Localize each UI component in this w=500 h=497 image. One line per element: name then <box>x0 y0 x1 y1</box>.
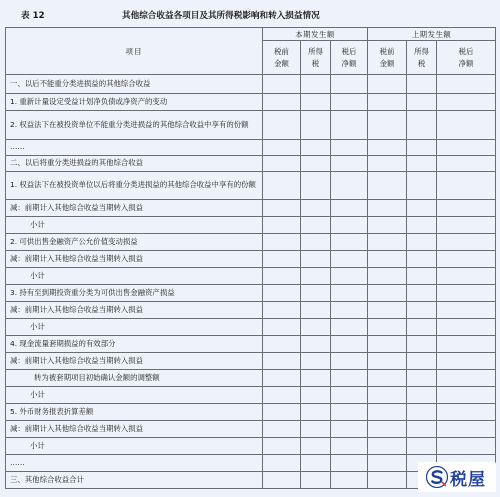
cell-current-tax <box>301 404 331 421</box>
cell-current-tax <box>301 421 331 438</box>
row-label: 一、以后不能重分类进损益的其他综合收益 <box>6 75 263 94</box>
cell-current-after-tax <box>331 200 368 217</box>
cell-current-pre-tax <box>263 94 301 111</box>
row-label: 2. 权益法下在被投资单位不能重分类进损益的其他综合收益中享有的份额 <box>6 111 263 140</box>
table-row <box>6 336 496 353</box>
row-label: …… <box>6 140 263 156</box>
cell-prior-pre-tax <box>368 455 407 472</box>
cell-prior-tax <box>407 370 437 387</box>
cell-current-pre-tax <box>263 438 301 455</box>
table-row <box>6 140 496 156</box>
cell-current-pre-tax <box>263 217 301 234</box>
cell-current-after-tax <box>331 285 368 302</box>
row-label: 小计 <box>6 217 263 234</box>
cell-prior-pre-tax <box>368 217 407 234</box>
header-current-period: 本期发生额 <box>263 28 368 41</box>
cell-prior-pre-tax <box>368 472 407 489</box>
cell-current-pre-tax <box>263 370 301 387</box>
cell-prior-after-tax <box>437 387 496 404</box>
cell-current-after-tax <box>331 172 368 200</box>
cell-current-pre-tax <box>263 251 301 268</box>
cell-current-pre-tax <box>263 268 301 285</box>
cell-current-pre-tax <box>263 336 301 353</box>
row-label: 减：前期计入其他综合收益当期转入损益 <box>6 353 263 370</box>
cell-prior-after-tax <box>437 111 496 140</box>
cell-current-tax <box>301 319 331 336</box>
cell-prior-pre-tax <box>368 404 407 421</box>
cell-prior-tax <box>407 438 437 455</box>
table-row <box>6 285 496 302</box>
cell-prior-tax <box>407 140 437 156</box>
cell-current-tax <box>301 75 331 94</box>
cell-current-tax <box>301 251 331 268</box>
cell-prior-pre-tax <box>368 172 407 200</box>
header-current-after-tax: 税后 净额 <box>331 41 368 75</box>
cell-prior-after-tax <box>437 200 496 217</box>
cell-current-pre-tax <box>263 75 301 94</box>
cell-current-after-tax <box>331 404 368 421</box>
cell-prior-tax <box>407 217 437 234</box>
table-row <box>6 94 496 111</box>
cell-prior-pre-tax <box>368 234 407 251</box>
cell-current-after-tax <box>331 234 368 251</box>
table-row <box>6 302 496 319</box>
cell-prior-pre-tax <box>368 302 407 319</box>
cell-current-tax <box>301 336 331 353</box>
table-body <box>6 75 496 489</box>
cell-current-after-tax <box>331 156 368 172</box>
cell-current-pre-tax <box>263 302 301 319</box>
cell-current-tax <box>301 455 331 472</box>
cell-prior-tax <box>407 156 437 172</box>
cell-prior-tax <box>407 319 437 336</box>
cell-prior-tax <box>407 234 437 251</box>
row-label: 减：前期计入其他综合收益当期转入损益 <box>6 200 263 217</box>
cell-current-pre-tax <box>263 111 301 140</box>
header-current-tax: 所得 税 <box>301 41 331 75</box>
cell-current-after-tax <box>331 251 368 268</box>
table-number: 表 12 <box>21 11 45 21</box>
cell-current-after-tax <box>331 455 368 472</box>
cell-current-pre-tax <box>263 404 301 421</box>
cell-current-pre-tax <box>263 200 301 217</box>
cell-prior-tax <box>407 268 437 285</box>
cell-prior-tax <box>407 111 437 140</box>
cell-current-after-tax <box>331 353 368 370</box>
cell-prior-pre-tax <box>368 111 407 140</box>
header-current-pre-tax: 税前 金额 <box>263 41 301 75</box>
cell-prior-after-tax <box>437 285 496 302</box>
cell-prior-after-tax <box>437 234 496 251</box>
cell-prior-pre-tax <box>368 75 407 94</box>
row-label: …… <box>6 455 263 472</box>
cell-prior-pre-tax <box>368 285 407 302</box>
cell-prior-tax <box>407 251 437 268</box>
row-label: 小计 <box>6 319 263 336</box>
cell-current-after-tax <box>331 111 368 140</box>
row-label: 减：前期计入其他综合收益当期转入损益 <box>6 251 263 268</box>
table-row <box>6 251 496 268</box>
cell-prior-pre-tax <box>368 268 407 285</box>
cell-prior-pre-tax <box>368 438 407 455</box>
cell-prior-pre-tax <box>368 421 407 438</box>
header-prior-pre-tax: 税前 金额 <box>368 41 407 75</box>
cell-prior-after-tax <box>437 156 496 172</box>
cell-current-after-tax <box>331 370 368 387</box>
cell-prior-after-tax <box>437 217 496 234</box>
table-title: 其他综合收益各项目及其所得税影响和转入损益情况 <box>122 11 320 21</box>
cell-current-pre-tax <box>263 234 301 251</box>
header-prior-period: 上期发生额 <box>368 28 496 41</box>
table-row <box>6 370 496 387</box>
cell-prior-tax <box>407 302 437 319</box>
cell-prior-after-tax <box>437 421 496 438</box>
cell-prior-tax <box>407 94 437 111</box>
cell-current-tax <box>301 353 331 370</box>
cell-prior-after-tax <box>437 370 496 387</box>
cell-current-pre-tax <box>263 455 301 472</box>
cell-prior-after-tax <box>437 336 496 353</box>
row-label: 三、其他综合收益合计 <box>6 472 263 489</box>
cell-current-after-tax <box>331 140 368 156</box>
cell-prior-tax <box>407 336 437 353</box>
cell-prior-pre-tax <box>368 200 407 217</box>
row-label: 减：前期计入其他综合收益当期转入损益 <box>6 302 263 319</box>
row-label: 2. 可供出售金融资产公允价值变动损益 <box>6 234 263 251</box>
cell-current-tax <box>301 217 331 234</box>
row-label: 1. 重新计量设定受益计划净负债或净资产的变动 <box>6 94 263 111</box>
table-row <box>6 319 496 336</box>
cell-current-after-tax <box>331 94 368 111</box>
table-row <box>6 156 496 172</box>
cell-current-after-tax <box>331 217 368 234</box>
cell-prior-after-tax <box>437 251 496 268</box>
header-prior-tax: 所得 税 <box>407 41 437 75</box>
cell-current-tax <box>301 472 331 489</box>
cell-current-pre-tax <box>263 472 301 489</box>
table-caption <box>0 9 500 23</box>
cell-current-after-tax <box>331 387 368 404</box>
cell-prior-pre-tax <box>368 336 407 353</box>
cell-prior-tax <box>407 421 437 438</box>
cell-prior-tax <box>407 75 437 94</box>
cell-current-after-tax <box>331 438 368 455</box>
cell-prior-after-tax <box>437 268 496 285</box>
cell-prior-after-tax <box>437 353 496 370</box>
cell-prior-after-tax <box>437 319 496 336</box>
cell-current-after-tax <box>331 319 368 336</box>
cell-current-tax <box>301 156 331 172</box>
cell-prior-pre-tax <box>368 156 407 172</box>
row-label: 小计 <box>6 268 263 285</box>
cell-current-after-tax <box>331 268 368 285</box>
cell-prior-tax <box>407 404 437 421</box>
cell-prior-after-tax <box>437 172 496 200</box>
table-row <box>6 387 496 404</box>
table-row <box>6 172 496 200</box>
watermark-logo <box>418 462 496 492</box>
cell-current-tax <box>301 438 331 455</box>
cell-current-pre-tax <box>263 387 301 404</box>
table-row <box>6 268 496 285</box>
table-row <box>6 353 496 370</box>
cell-current-pre-tax <box>263 156 301 172</box>
table-row <box>6 75 496 94</box>
cell-prior-pre-tax <box>368 140 407 156</box>
cell-prior-pre-tax <box>368 353 407 370</box>
cell-current-tax <box>301 234 331 251</box>
shuiwu-s-logo-icon <box>426 466 448 488</box>
cell-current-pre-tax <box>263 421 301 438</box>
cell-current-tax <box>301 370 331 387</box>
cell-current-tax <box>301 268 331 285</box>
table-row <box>6 438 496 455</box>
cell-prior-after-tax <box>437 302 496 319</box>
table-row <box>6 421 496 438</box>
cell-current-after-tax <box>331 472 368 489</box>
cell-current-tax <box>301 200 331 217</box>
cell-prior-pre-tax <box>368 387 407 404</box>
row-label: 3. 持有至到期投资重分类为可供出售金融资产损益 <box>6 285 263 302</box>
cell-current-pre-tax <box>263 353 301 370</box>
cell-prior-tax <box>407 172 437 200</box>
row-label: 二、以后将重分类进损益的其他综合收益 <box>6 156 263 172</box>
table-row <box>6 200 496 217</box>
cell-prior-tax <box>407 353 437 370</box>
table-row <box>6 111 496 140</box>
cell-current-pre-tax <box>263 319 301 336</box>
row-label: 转为被套期项目初始确认金额的调整额 <box>6 370 263 387</box>
watermark-brand-text: 税屋 <box>450 470 486 490</box>
cell-current-tax <box>301 94 331 111</box>
cell-current-tax <box>301 140 331 156</box>
oci-table <box>5 27 496 489</box>
cell-prior-tax <box>407 200 437 217</box>
cell-current-tax <box>301 302 331 319</box>
row-label: 4. 现金流量套期损益的有效部分 <box>6 336 263 353</box>
row-label: 1. 权益法下在被投资单位以后将重分类进损益的其他综合收益中享有的份额 <box>6 172 263 200</box>
table-row <box>6 404 496 421</box>
cell-prior-after-tax <box>437 94 496 111</box>
cell-prior-after-tax <box>437 140 496 156</box>
row-label: 5. 外币财务报表折算差额 <box>6 404 263 421</box>
cell-current-tax <box>301 111 331 140</box>
cell-prior-after-tax <box>437 438 496 455</box>
row-label: 小计 <box>6 438 263 455</box>
cell-prior-after-tax <box>437 75 496 94</box>
cell-current-after-tax <box>331 421 368 438</box>
cell-current-pre-tax <box>263 140 301 156</box>
table-row <box>6 217 496 234</box>
cell-prior-tax <box>407 285 437 302</box>
cell-prior-pre-tax <box>368 251 407 268</box>
cell-prior-pre-tax <box>368 94 407 111</box>
cell-current-after-tax <box>331 336 368 353</box>
header-item: 项目 <box>6 28 263 75</box>
cell-current-after-tax <box>331 75 368 94</box>
cell-prior-after-tax <box>437 404 496 421</box>
header-prior-after-tax: 税后 净额 <box>437 41 496 75</box>
row-label: 小计 <box>6 387 263 404</box>
cell-current-pre-tax <box>263 285 301 302</box>
cell-prior-pre-tax <box>368 370 407 387</box>
cell-current-after-tax <box>331 302 368 319</box>
cell-current-tax <box>301 172 331 200</box>
cell-current-pre-tax <box>263 172 301 200</box>
cell-current-tax <box>301 387 331 404</box>
table-row <box>6 234 496 251</box>
cell-prior-pre-tax <box>368 319 407 336</box>
cell-current-tax <box>301 285 331 302</box>
cell-prior-tax <box>407 387 437 404</box>
row-label: 减：前期计入其他综合收益当期转入损益 <box>6 421 263 438</box>
